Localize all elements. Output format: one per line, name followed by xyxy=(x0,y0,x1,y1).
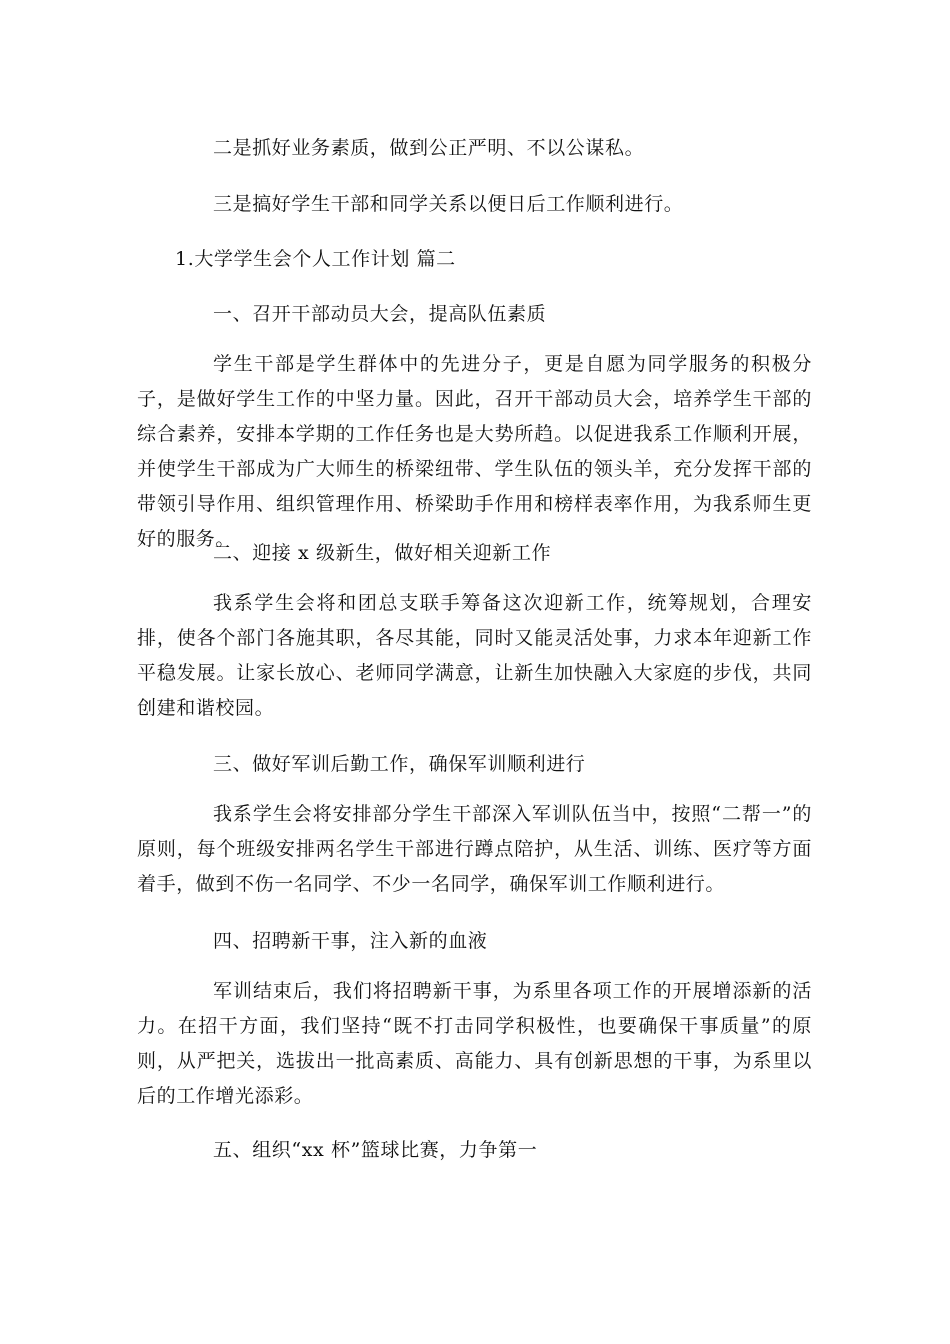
paragraph-1: 学生干部是学生群体中的先进分子，更是自愿为同学服务的积极分子，是做好学生工作的中坚力量。因此，召开干部动员大会，培养学生干部的综合素养，安排本学期的工作任务也是大势所趋。以促进我系工作顺利开展，并使学生干部成为广大师生的桥梁纽带、学生队伍的领头羊，充分发挥干部的带领引导作用、组织管理作用、桥梁助手作用和榜样表率作用，为我系师生更好的服务。 xyxy=(137,353,812,550)
text-line-2: 三是搞好学生干部和同学关系以便日后工作顺利进行。 xyxy=(213,193,684,215)
text-line-1: 二是抓好业务素质，做到公正严明、不以公谋私。 xyxy=(213,137,645,159)
paragraph-2: 我系学生会将和团总支联手筹备这次迎新工作，统筹规划，合理安排，使各个部门各施其职，各尽其能，同时又能灵活处事，力求本年迎新工作平稳发展。让家长放心、老师同学满意，让新生加快融入大家庭的步伐，共同创建和谐校园。 xyxy=(137,592,812,719)
paragraph-4: 军训结束后，我们将招聘新干事，为系里各项工作的开展增添新的活力。在招干方面，我们坚持“既不打击同学积极性，也要确保干事质量”的原则，从严把关，选拔出一批高素质、高能力、具有创新思想的干事，为系里以后的工作增光添彩。 xyxy=(137,980,812,1107)
paragraph-3: 我系学生会将安排部分学生干部深入军训队伍当中，按照“二帮一”的原则，每个班级安排两名学生干部进行蹲点陪护，从生活、训练、医疗等方面着手，做到不伤一名同学、不少一名同学，确保军训工作顺利进行。 xyxy=(137,803,812,895)
heading-2: 二、迎接 x 级新生，做好相关迎新工作 xyxy=(213,542,552,564)
heading-3: 三、做好军训后勤工作，确保军训顺利进行 xyxy=(213,753,586,775)
heading-5: 五、组织“xx 杯”篮球比赛，力争第一 xyxy=(213,1139,538,1161)
heading-1: 一、召开干部动员大会，提高队伍素质 xyxy=(213,303,547,325)
section-title: 1.大学学生会个人工作计划 篇二 xyxy=(175,248,456,270)
heading-4: 四、招聘新干事，注入新的血液 xyxy=(213,930,488,952)
